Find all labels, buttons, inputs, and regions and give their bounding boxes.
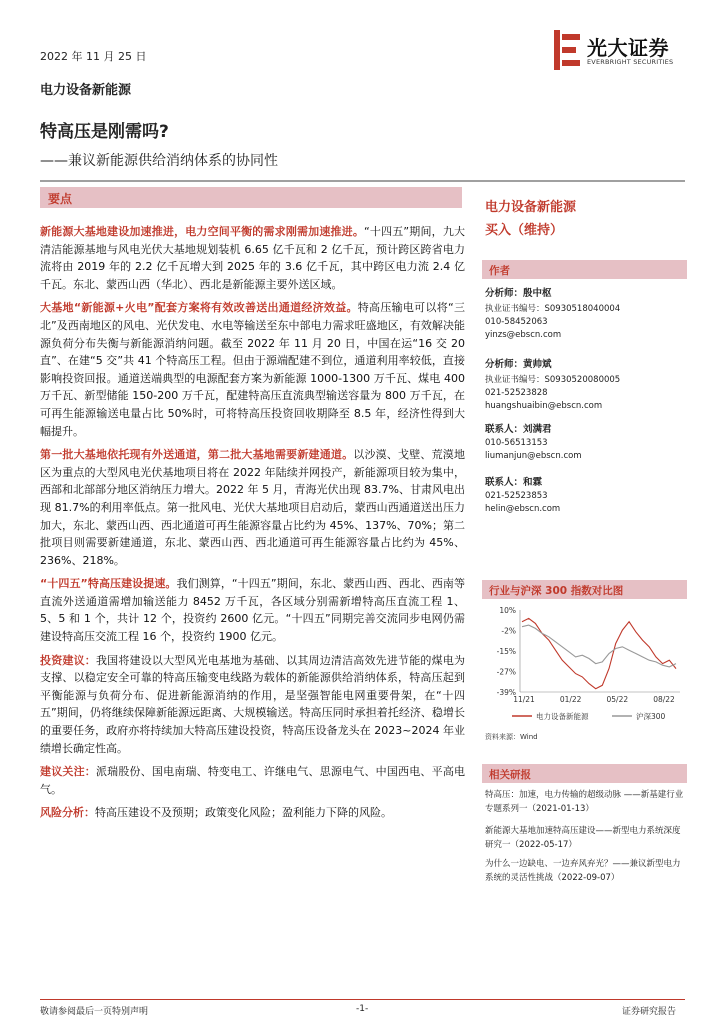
paragraph <box>40 446 465 569</box>
footer-report-type: 证券研究报告 <box>622 1007 677 1017</box>
contact-email[interactable]: liumanjun@ebscn.com <box>485 451 582 461</box>
paragraph-text: 我们测算，“十四五”期间，东北、蒙西山西、西北、西南等直流外送通道需增加输送能力 8452 万千瓦，各区域分别需新增特高压直流工程 1、5、5 和 1 个，共计 12 个，投资约 2600 亿元。“十四五”同期完善交流同步电网仍需建设特高压交流工程 16 个，投资约 1900 亿元。 <box>40 577 465 644</box>
paragraph-text: “十四五”期间，九大清洁能源基地与风电光伏大基地规划装机 6.65 亿千瓦和 2 亿千瓦，预计跨区跨省电力流将由 2019 年的 2.2 亿千瓦增大到 2025 年的 3.6 亿千瓦，其中跨区电力流 2.4 亿千瓦。东北、蒙西山西（华北）、西北是新能源主要外送区域。 <box>40 225 465 291</box>
related-report[interactable]: 为什么一边缺电、一边弃风弃光？——兼议新型电力系统的灵活性挑战（2022-09-07） <box>485 859 681 883</box>
summary-body <box>40 223 465 828</box>
analyst-2 <box>485 356 620 411</box>
side-sector: 电力设备新能源 <box>485 200 577 215</box>
footer-divider <box>40 999 685 1000</box>
contact-name: 刘满君 <box>523 424 552 435</box>
paragraph-lead: 大基地“新能源+火电”配套方案将有效改善送出通道经济效益。 <box>40 301 358 315</box>
paragraph <box>40 223 465 293</box>
related-header <box>482 764 687 783</box>
paragraph-text: 派瑞股份、国电南瑞、特变电工、许继电气、思源电气、中国西电、平高电气。 <box>40 765 466 796</box>
contact-1 <box>485 421 582 461</box>
analyst-license: 执业证书编号：S0930520080005 <box>485 375 621 385</box>
side-rating: 买入（维持） <box>485 223 564 238</box>
x-tick-label: 05/22 <box>606 695 629 704</box>
analyst-name: 黄帅斌 <box>523 359 552 370</box>
analyst-email[interactable]: huangshuaibin@ebscn.com <box>485 401 603 411</box>
paragraph-text: 特高压建设不及预期；政策变化风险；盈利能力下降的风险。 <box>95 806 392 820</box>
report-date: 2022 年 11 月 25 日 <box>40 50 147 63</box>
x-tick-label: 01/22 <box>559 695 582 704</box>
analyst-phone: 010-58452063 <box>485 317 548 327</box>
authors-label: 作者 <box>489 265 510 277</box>
paragraph-lead: “十四五”特高压建设提速。 <box>40 577 177 591</box>
chart-source: 资料来源：Wind <box>485 733 538 741</box>
contact-role: 联系人： <box>485 424 524 435</box>
company-logo <box>554 30 686 70</box>
contact-phone: 021-52523853 <box>485 491 548 501</box>
paragraph <box>40 804 465 822</box>
summary-header <box>40 187 462 208</box>
legend-label: 电力设备新能源 <box>536 712 589 721</box>
paragraph-lead: 新能源大基地建设加速推进，电力空间平衡的需求刚需加速推进。 <box>40 225 365 238</box>
contact-email[interactable]: helin@ebscn.com <box>485 504 561 514</box>
y-tick-label: -27% <box>496 667 516 677</box>
analyst-1 <box>485 285 620 340</box>
footer-disclaimer[interactable]: 敬请参阅最后一页特别声明 <box>40 1007 149 1017</box>
analyst-license: 执业证书编号：S0930518040004 <box>485 304 621 314</box>
analyst-role: 分析师： <box>485 359 524 370</box>
contact-name: 和霖 <box>523 477 543 488</box>
paragraph <box>40 299 465 440</box>
paragraph <box>40 652 465 758</box>
y-tick-label: -15% <box>496 647 516 656</box>
paragraph-text: 我国将建设以大型风光电基地为基础、以其周边清洁高效先进节能的煤电为支撑、以稳定安全可靠的特高压输变电线路为载体的新能源供给消纳体系，特高压起到平衡能源与负荷分布、促进新能源消纳的作用，是坚强智能电网重要骨架，在“十四五”期间，仍将继续保障新能源远距离、大规模输送。特高压同时承担着托经济、稳增长的重要任务，政府亦将持续加大特高压建设投资，特高压设备龙头在 2023~2024 年业绩增长确定性高。 <box>40 653 466 755</box>
chart-header <box>482 580 687 599</box>
x-tick-label: 11/21 <box>513 695 535 704</box>
legend-label: 沪深300 <box>636 712 666 721</box>
paragraph-lead: 第一批大基地依托现有外送通道，第二批大基地需要新建通道。 <box>40 448 354 462</box>
contact-phone: 010-56513153 <box>485 438 548 448</box>
paragraph-text: 特高压输电可以将“三北”及西南地区的风电、光伏发电、水电等输送至东中部电力需求旺盛地区，有效解决能源负荷分布失衡与新能源消纳问题。截至 2022 年 11 月 20 日，中国在运“16 交 20 直”、在建“5 交”共 41 个特高压工程。但由于源端配建不到位，通道利用率较低，直接影响投资回报。通道送端典型的电源配套方案为新能源 1000-1300 万千瓦、煤电 400 万千瓦、新型储能 150-200 万千瓦，配建特高压直流典型输送容量为 800 万千瓦，在可再生能源输送电量占比 50%时，可将特高压投资回收期降至 8.5 年，经济性得到大幅提升。 <box>40 301 465 438</box>
y-tick-label: -2% <box>501 626 516 636</box>
analyst-phone: 021-52523828 <box>485 388 548 398</box>
header-divider <box>40 180 685 182</box>
paragraph-lead: 建议关注： <box>40 765 96 779</box>
contact-2 <box>485 474 560 514</box>
index-comparison-chart <box>482 602 687 742</box>
logo-name-cn: 光大证券 <box>587 36 669 60</box>
paragraph <box>40 575 465 645</box>
page-number: -1- <box>356 1004 369 1014</box>
y-tick-label: -39% <box>496 688 516 697</box>
contact-role: 联系人： <box>485 477 524 488</box>
x-tick-label: 08/22 <box>653 695 675 704</box>
related-label: 相关研报 <box>489 769 531 781</box>
logo-mark-icon <box>554 30 582 70</box>
analyst-name: 殷中枢 <box>523 288 552 299</box>
report-subtitle: ——兼议新能源供给消纳体系的协同性 <box>40 153 278 169</box>
paragraph <box>40 763 465 798</box>
report-title: 特高压是刚需吗? <box>40 122 169 142</box>
y-tick-label: 10% <box>499 606 516 615</box>
paragraph-text: 以沙漠、戈壁、荒漠地区为重点的大型风电光伏基地项目将在 2022 年陆续并网投产，新能源项目较为集中，西部和北部部分地区消纳压力增大。2022 年 5 月，青海光伏出现 83.7%、甘肃风电出现 81.7%的利用率低点。第一批风电、光伏大基地项目启动后，蒙西山西通道送出压力加大，东北、蒙西山西、西北通道可再生能源容量占比约为 45%、137%、70%；第二批项目则需要新建通道，东北、蒙西山西、西北通道可再生能源容量占比约为 45%、236%、218%。 <box>40 448 465 567</box>
summary-label: 要点 <box>48 192 73 206</box>
related-report[interactable]: 特高压：加速，电力传输的超级动脉 ——新基建行业专题系列一（2021-01-13） <box>485 790 684 814</box>
series-line-1 <box>522 618 676 688</box>
related-report[interactable]: 新能源大基地加速特高压建设——新型电力系统深度研究一（2022-05-17） <box>485 826 681 850</box>
analyst-email[interactable]: yinzs@ebscn.com <box>485 330 562 340</box>
series-line-2 <box>522 625 676 667</box>
paragraph-lead: 风险分析： <box>40 806 95 820</box>
analyst-role: 分析师： <box>485 288 524 299</box>
sector-label: 电力设备新能源 <box>40 83 132 98</box>
paragraph-lead: 投资建议： <box>40 653 96 667</box>
chart-label: 行业与沪深 300 指数对比图 <box>489 585 624 597</box>
authors-header <box>482 260 687 279</box>
logo-name-en: EVERBRIGHT SECURITIES <box>587 58 674 66</box>
